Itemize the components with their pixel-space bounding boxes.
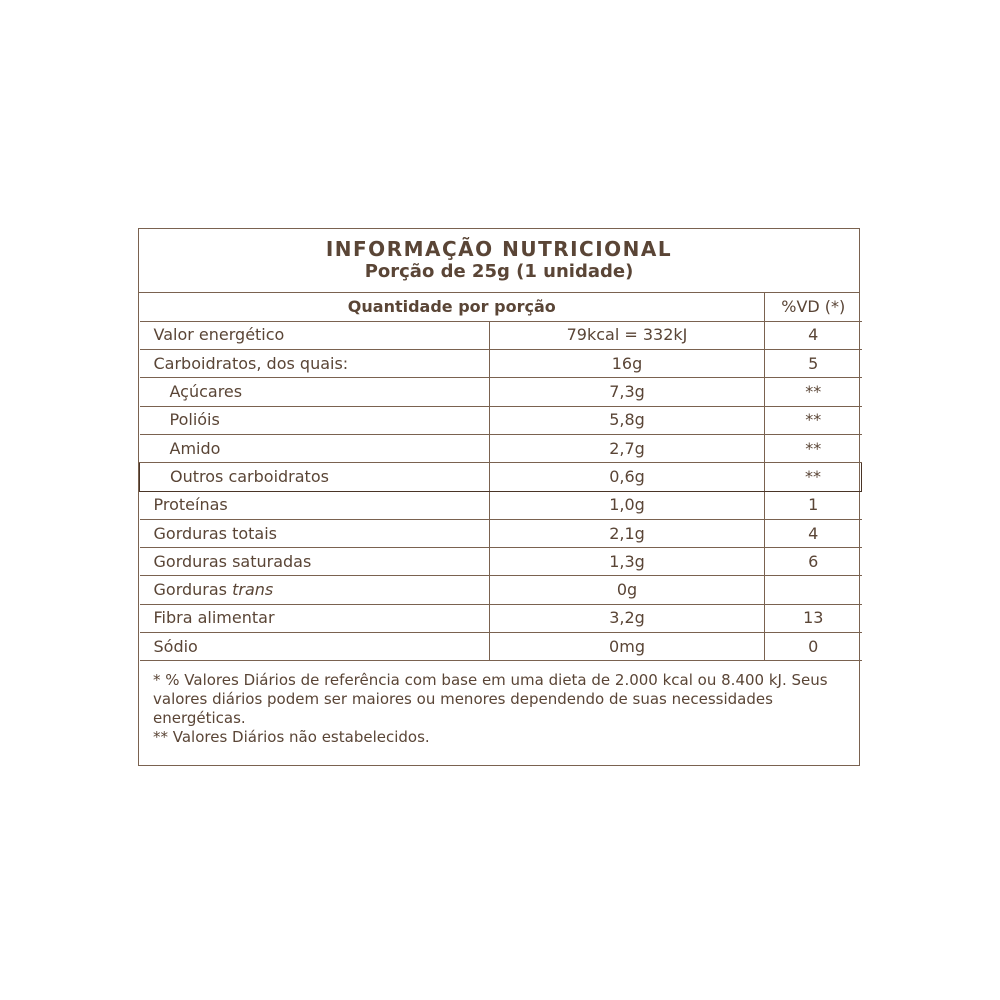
nutrient-amount: 2,1g bbox=[490, 519, 765, 547]
nutrient-vd bbox=[765, 576, 862, 604]
nutrient-amount: 16g bbox=[490, 350, 765, 378]
nutrient-name: Açúcares bbox=[140, 378, 490, 406]
table-row bbox=[140, 548, 862, 576]
nutrient-amount: 79kcal = 332kJ bbox=[490, 321, 765, 349]
label-title: INFORMAÇÃO NUTRICIONAL bbox=[325, 237, 673, 261]
table-header-row bbox=[140, 293, 862, 321]
nutrient-name: Fibra alimentar bbox=[140, 604, 490, 632]
nutrient-amount: 7,3g bbox=[490, 378, 765, 406]
nutrient-name bbox=[140, 576, 490, 604]
table-row bbox=[140, 633, 862, 661]
table-row bbox=[140, 576, 862, 604]
nutrient-vd: ** bbox=[765, 463, 862, 491]
nutrient-vd: 5 bbox=[765, 350, 862, 378]
nutrition-table bbox=[139, 293, 862, 661]
table-row bbox=[140, 378, 862, 406]
table-row bbox=[140, 406, 862, 434]
table-row bbox=[140, 519, 862, 547]
nutrient-name: Gorduras saturadas bbox=[140, 548, 490, 576]
nutrient-amount: 1,0g bbox=[490, 491, 765, 519]
table-row bbox=[140, 463, 862, 491]
nutrient-amount: 1,3g bbox=[490, 548, 765, 576]
nutrient-vd: ** bbox=[765, 434, 862, 462]
nutrient-amount: 5,8g bbox=[490, 406, 765, 434]
nutrient-name-italic: trans bbox=[232, 580, 274, 600]
table-row bbox=[140, 604, 862, 632]
nutrient-amount: 0g bbox=[490, 576, 765, 604]
table-row bbox=[140, 350, 862, 378]
table-row bbox=[140, 491, 862, 519]
table-row bbox=[140, 321, 862, 349]
nutrient-amount: 2,7g bbox=[490, 434, 765, 462]
footnote-not-established: ** Valores Diários não estabelecidos. bbox=[153, 728, 430, 747]
nutrient-name: Proteínas bbox=[140, 491, 490, 519]
label-header bbox=[139, 229, 859, 293]
nutrition-facts-label bbox=[138, 228, 860, 766]
nutrient-name: Sódio bbox=[140, 633, 490, 661]
nutrient-name: Polióis bbox=[140, 406, 490, 434]
nutrient-amount: 0mg bbox=[490, 633, 765, 661]
nutrient-vd: ** bbox=[765, 406, 862, 434]
nutrient-amount: 0,6g bbox=[490, 463, 765, 491]
nutrient-vd: 4 bbox=[765, 321, 862, 349]
nutrient-vd: 4 bbox=[765, 519, 862, 547]
vd-column-header: %VD (*) bbox=[765, 293, 862, 321]
nutrient-name: Amido bbox=[140, 434, 490, 462]
quantity-column-header: Quantidade por porção bbox=[140, 293, 765, 321]
nutrient-vd: 0 bbox=[765, 633, 862, 661]
nutrient-name: Gorduras totais bbox=[140, 519, 490, 547]
nutrient-amount: 3,2g bbox=[490, 604, 765, 632]
nutrient-vd: 13 bbox=[765, 604, 862, 632]
serving-size: Porção de 25g (1 unidade) bbox=[364, 261, 634, 282]
table-row bbox=[140, 434, 862, 462]
nutrient-vd: 1 bbox=[765, 491, 862, 519]
nutrient-vd: ** bbox=[765, 378, 862, 406]
footnote-reference-values: * % Valores Diários de referência com base em uma dieta de 2.000 kcal ou 8.400 kJ. Seus valores diários podem ser maiores ou menores dependendo de suas necessidades energéticas. bbox=[153, 671, 828, 728]
nutrient-vd: 6 bbox=[765, 548, 862, 576]
nutrient-name: Valor energético bbox=[140, 321, 490, 349]
nutrient-name: Carboidratos, dos quais: bbox=[140, 350, 490, 378]
nutrient-name: Outros carboidratos bbox=[140, 463, 490, 491]
nutrient-name-prefix: Gorduras bbox=[153, 580, 233, 600]
footnotes bbox=[139, 661, 859, 747]
